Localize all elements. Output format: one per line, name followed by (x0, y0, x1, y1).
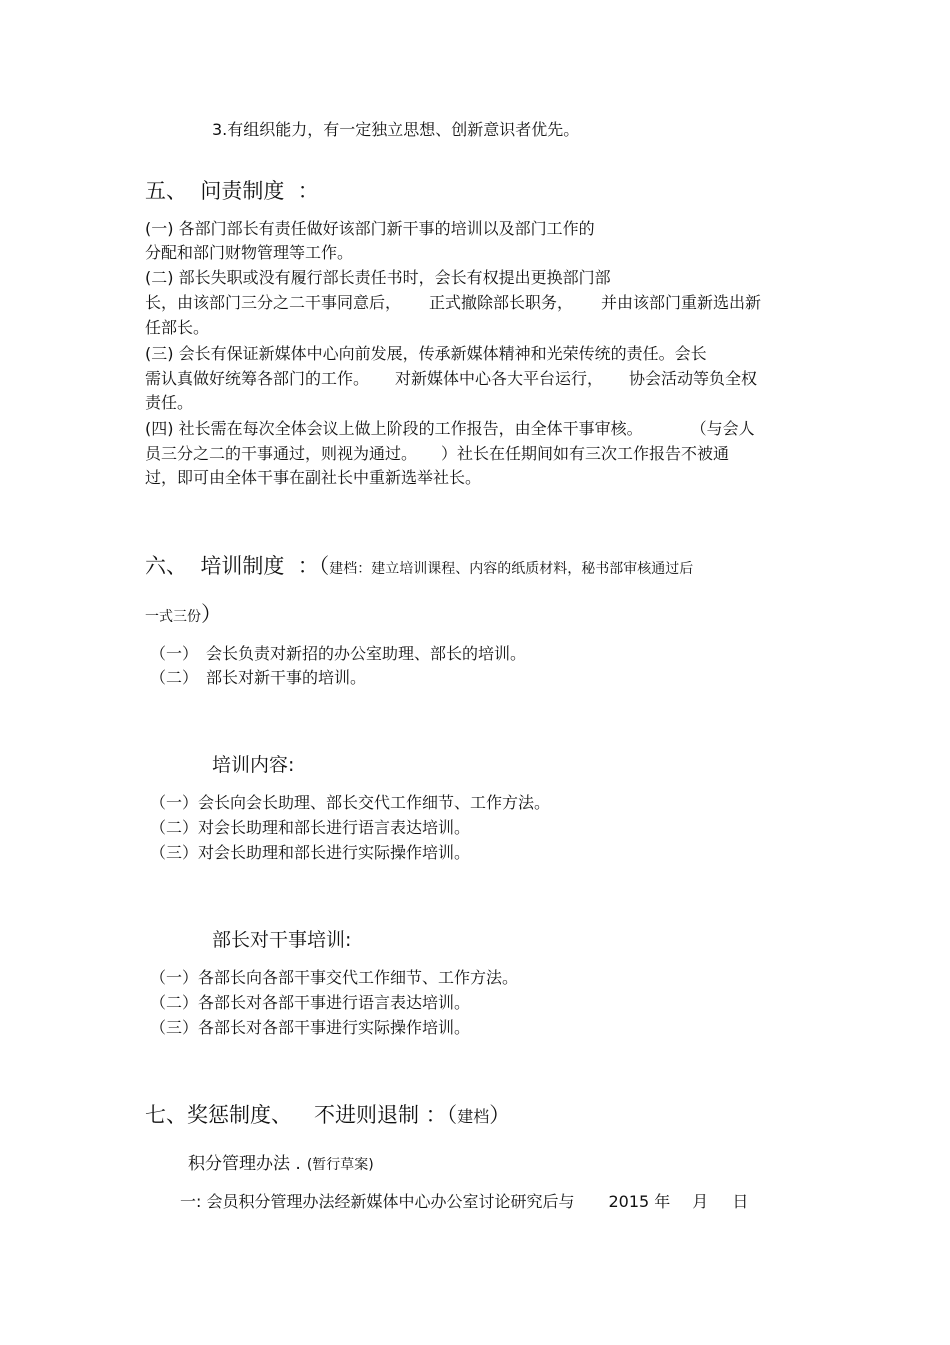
s5-p1-line1: (一) 各部门部长有责任做好该部门新干事的培训以及部门工作的 (145, 219, 595, 238)
s5-p3-line2-part-b: 对新媒体中心各大平台运行， (395, 369, 604, 388)
points-rule-month: 月 (692, 1192, 709, 1211)
minister-training-item-3: （三）各部长对各部干事进行实际操作培训。 (150, 1018, 471, 1037)
s5-p4-line1-part-b: （与会人 (690, 419, 755, 438)
points-rule-line-1-text: 一: 会员积分管理办法经新媒体中心办公室讨论研究后与 (180, 1192, 575, 1211)
s5-p2-line2-part-b: 正式撤除部长职务， (429, 293, 574, 312)
points-subtitle-text: 积分管理办法 . (188, 1154, 301, 1174)
s6-item-2-text: 部长对新干事的培训。 (206, 668, 367, 687)
s5-p4-line3: 过，即可由全体干事在副社长中重新选举社长。 (145, 468, 482, 487)
training-content-item-3: （三）对会长助理和部长进行实际操作培训。 (150, 843, 471, 862)
section-7-heading (145, 1105, 510, 1126)
points-rule-line-1 (180, 1194, 748, 1210)
points-subtitle (188, 1156, 374, 1173)
s5-p2-line2-part-a: 长，由该部门三分之二干事同意后， (145, 293, 402, 312)
section-5-heading: 五、 问责制度 ： (145, 179, 319, 203)
section-6-heading-note: 建档：建立培训课程、内容的纸质材料，秘书部审核通过后 (329, 561, 694, 577)
minister-training-item-1: （一）各部长向各部干事交代工作细节、工作方法。 (150, 968, 519, 987)
section-7-heading-note: 建档 (457, 1107, 490, 1126)
section-7-heading-a: 七、奖惩制度、 (145, 1103, 292, 1127)
s6-item-1-text: 会长负责对新招的办公室助理、部长的培训。 (206, 644, 527, 663)
minister-training-title: 部长对干事培训: (212, 929, 352, 951)
s5-p3-line2-part-c: 协会活动等负全权 (629, 369, 758, 388)
s6-item-1 (150, 646, 526, 662)
s5-p4-line1-part-a: (四) 社长需在每次全体会议上做上阶段的工作报告，由全体干事审核。 (145, 419, 643, 438)
section-7-heading-b: 不进则退制 ：（ (314, 1103, 458, 1127)
section-6-note-cont (145, 604, 222, 625)
s5-p3-line3: 责任。 (145, 393, 194, 412)
s6-item-2-num: （二） (150, 668, 199, 687)
s5-p3-line2 (145, 371, 757, 387)
s5-p2-line3: 任部长。 (145, 318, 210, 337)
training-content-item-2: （二）对会长助理和部长进行语言表达培训。 (150, 818, 471, 837)
s6-item-2 (150, 670, 366, 686)
section-6-note-cont-text: 一式三份 (145, 609, 201, 625)
minister-training-item-2: （二）各部长对各部干事进行语言表达培训。 (150, 993, 471, 1012)
section-6-heading-text: 六、 培训制度 ：（ (145, 554, 330, 578)
s5-p2-line1: (二) 部长失职或没有履行部长责任书时，会长有权提出更换部门部 (145, 268, 611, 287)
s6-item-1-num: （一） (150, 644, 199, 663)
points-rule-day: 日 (732, 1192, 749, 1211)
training-content-title: 培训内容: (212, 754, 295, 776)
s5-p2-line2-part-c: 并由该部门重新选出新 (601, 293, 762, 312)
s5-p2-line2 (145, 295, 761, 311)
s5-p3-line2-part-a: 需认真做好统筹各部门的工作。 (145, 369, 370, 388)
s5-p3-line1: (三) 会长有保证新媒体中心向前发展，传承新媒体精神和光荣传统的责任。会长 (145, 344, 707, 363)
s5-p4-line1 (145, 421, 755, 437)
s5-p4-line2-part-b: ）社长在任期间如有三次工作报告不被通 (441, 444, 730, 463)
s5-p1-line2: 分配和部门财物管理等工作。 (145, 243, 354, 262)
training-content-item-1: （一）会长向会长助理、部长交代工作细节、工作方法。 (150, 793, 551, 812)
points-subtitle-note: (暂行草案) (306, 1157, 374, 1173)
points-rule-year: 2015 年 (608, 1192, 671, 1211)
section-6-heading (145, 556, 693, 577)
criterion-item-3: 3.有组织能力，有一定独立思想、创新意识者优先。 (212, 120, 580, 139)
section-7-heading-close: ） (489, 1103, 511, 1127)
section-6-note-close: ） (201, 602, 222, 626)
s5-p4-line2-part-a: 员三分之二的干事通过，则视为通过。 (145, 444, 418, 463)
s5-p4-line2 (145, 446, 729, 462)
